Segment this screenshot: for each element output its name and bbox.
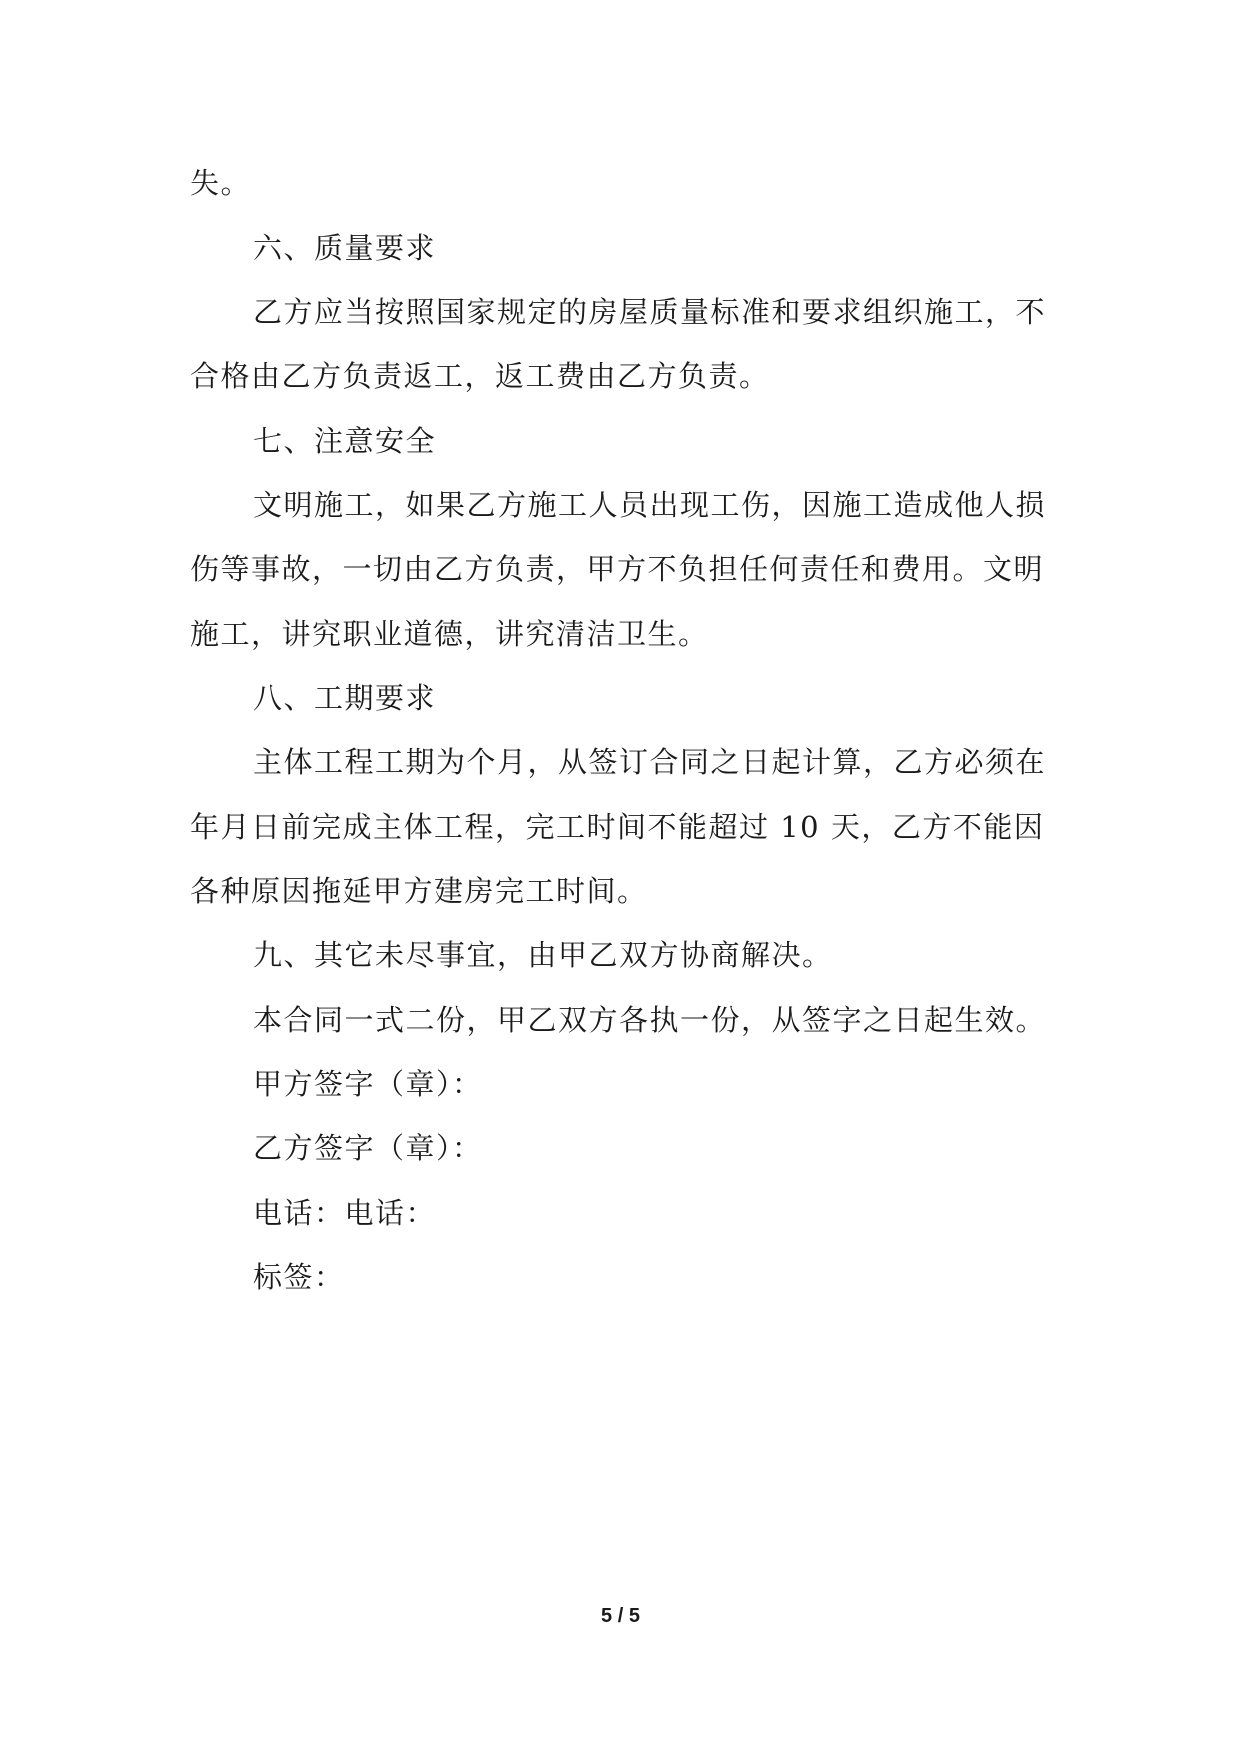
paragraph-line: 本合同一式二份，甲乙双方各执一份，从签字之日起生效。 xyxy=(253,1003,1047,1037)
paragraph-line: 主体工程工期为个月，从签订合同之日起计算，乙方必须在 xyxy=(253,745,1047,779)
paragraph-line: 伤等事故，一切由乙方负责，甲方不负担任何责任和费用。文明 xyxy=(190,552,1045,586)
section-heading-other: 九、其它未尽事宜，由甲乙双方协商解决。 xyxy=(253,938,833,972)
paragraph-line: 文明施工，如果乙方施工人员出现工伤，因施工造成他人损 xyxy=(253,488,1047,522)
party-b-signature-line: 乙方签字（章）： xyxy=(253,1131,483,1165)
party-a-signature-line: 甲方签字（章）： xyxy=(253,1067,483,1101)
paragraph-line: 乙方应当按照国家规定的房屋质量标准和要求组织施工，不 xyxy=(253,295,1047,329)
paragraph-line: 年月日前完成主体工程，完工时间不能超过 10 天，乙方不能因 xyxy=(190,810,1045,844)
phone-line: 电话：电话： xyxy=(253,1196,437,1230)
paragraph-line: 合格由乙方负责返工，返工费由乙方负责。 xyxy=(190,359,770,393)
section-heading-quality: 六、质量要求 xyxy=(253,231,437,265)
tags-line: 标签： xyxy=(253,1260,345,1294)
paragraph-line: 各种原因拖延甲方建房完工时间。 xyxy=(190,874,648,908)
paragraph-line: 失。 xyxy=(190,166,252,200)
page-number: 5 / 5 xyxy=(601,1605,640,1627)
section-heading-schedule: 八、工期要求 xyxy=(253,681,437,715)
paragraph-line: 施工，讲究职业道德，讲究清洁卫生。 xyxy=(190,617,709,651)
section-heading-safety: 七、注意安全 xyxy=(253,424,437,458)
